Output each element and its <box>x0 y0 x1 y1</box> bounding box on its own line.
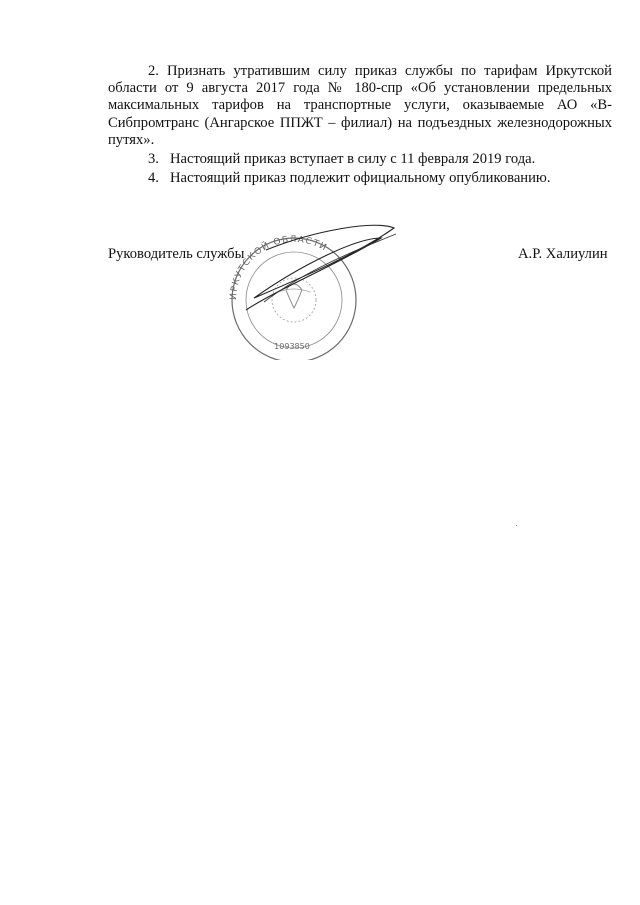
stamp-arc-text: ИРКУТСКОЙ ОБЛАСТИ <box>228 234 329 301</box>
item-4-number: 4. <box>148 170 159 186</box>
list-item-3 <box>148 151 535 168</box>
signature-title: Руководитель службы <box>108 246 245 262</box>
official-stamp <box>206 210 406 360</box>
item-4-text: Настоящий приказ подлежит официальному опубликованию. <box>170 170 551 186</box>
scan-speck <box>516 525 517 526</box>
list-item-4 <box>148 170 550 187</box>
signature-name: А.Р. Халиулин <box>518 246 608 262</box>
item-3-text: Настоящий приказ вступает в силу с 11 февраля 2019 года. <box>170 151 536 167</box>
stamp-number: 1093850 <box>274 342 310 351</box>
paragraph-2: 2. Признать утратившим силу приказ службы по тарифам Иркутской области от 9 августа 2017 года № 180-спр «Об установлении предельных максимальных тарифов на транспортные услуги, оказываемые АО «В-Сибпромтранс (Ангарское ППЖТ – филиал) на подъездных железнодорожных путях». <box>108 63 612 148</box>
item-3-number: 3. <box>148 151 159 167</box>
